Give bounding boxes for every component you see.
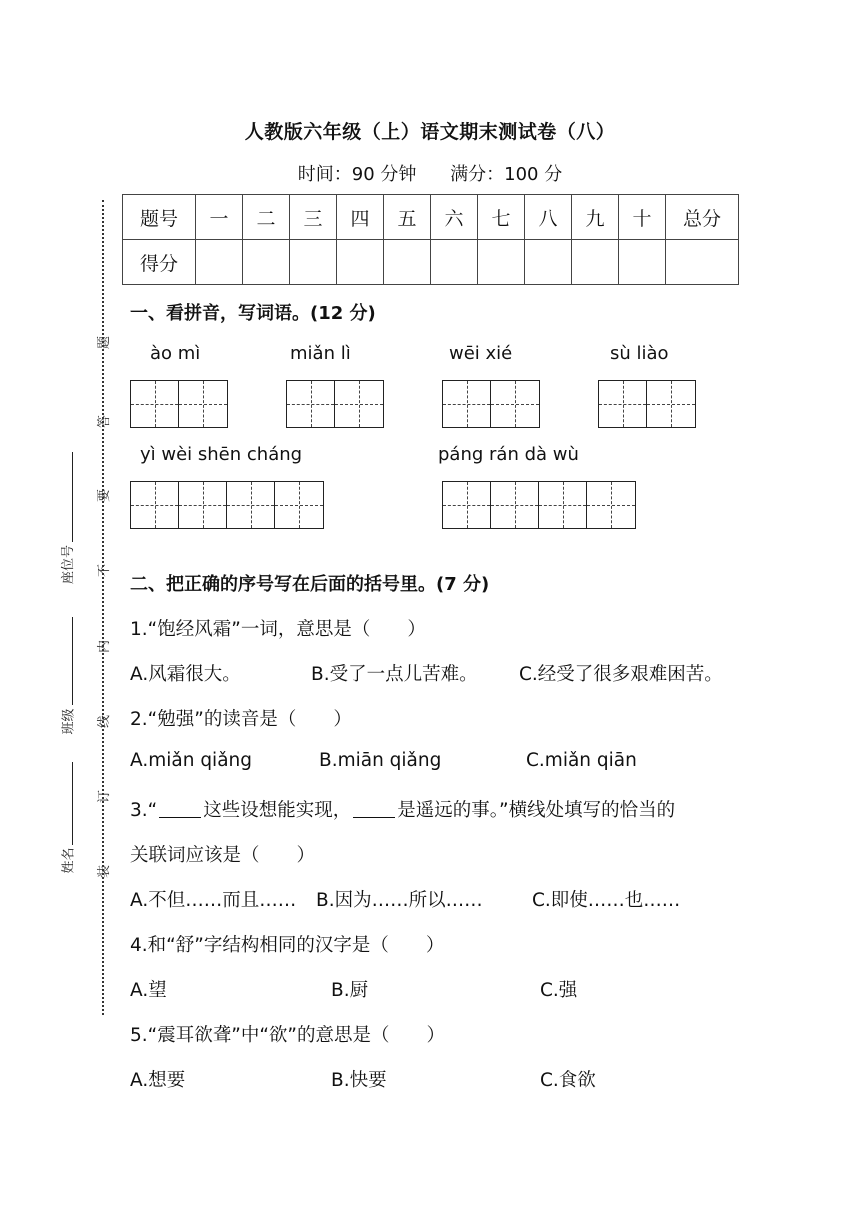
name-label: 姓名: [61, 847, 77, 874]
pinyin-prompt: miǎn lì: [290, 343, 351, 364]
pinyin-prompt: sù liào: [610, 343, 669, 364]
score-cell[interactable]: [619, 240, 666, 285]
option-c: C.即使……也……: [532, 890, 681, 911]
score-header-cell: 二: [243, 195, 290, 240]
seal-char: 不: [97, 563, 113, 578]
seal-char: 内: [97, 639, 113, 654]
seat-number-label: 座位号: [61, 544, 77, 585]
option-b: B.快要: [331, 1070, 387, 1091]
option-c: C.经受了很多艰难困苦。: [519, 664, 723, 685]
score-cell[interactable]: [290, 240, 337, 285]
seat-number-blank[interactable]: [72, 452, 73, 542]
score-header-cell: 题号: [123, 195, 196, 240]
class-label: 班级: [61, 708, 77, 735]
score-header-cell: 四: [337, 195, 384, 240]
option-c: C.miǎn qiān: [526, 750, 637, 771]
seal-char: 订: [97, 789, 113, 804]
question-1: 1.“饱经风霜”一词，意思是（ ）: [130, 619, 426, 640]
question-3-part: 这些设想能实现，: [203, 800, 352, 821]
writing-grid[interactable]: [598, 380, 696, 428]
option-c: C.强: [540, 980, 578, 1001]
question-5: 5.“震耳欲聋”中“欲”的意思是（ ）: [130, 1025, 445, 1046]
pinyin-prompt: ào mì: [150, 343, 201, 364]
option-b: B.因为……所以……: [316, 890, 483, 911]
score-cell[interactable]: [196, 240, 243, 285]
score-cell[interactable]: [572, 240, 619, 285]
option-a: A.miǎn qiǎng: [130, 750, 253, 771]
name-blank[interactable]: [72, 762, 73, 845]
pinyin-prompt: yì wèi shēn cháng: [140, 444, 303, 465]
score-header-cell: 总分: [666, 195, 739, 240]
question-3-line2: 关联词应该是（ ）: [130, 845, 316, 866]
score-header-cell: 七: [478, 195, 525, 240]
writing-grid[interactable]: [130, 481, 324, 529]
pinyin-prompt: wēi xié: [449, 343, 513, 364]
score-cell[interactable]: [478, 240, 525, 285]
score-cell[interactable]: [666, 240, 739, 285]
option-c: C.食欲: [540, 1070, 596, 1091]
pinyin-prompt: páng rán dà wù: [438, 444, 579, 465]
seal-char: 要: [97, 488, 113, 503]
score-table: [122, 194, 739, 285]
option-b: B.受了一点儿苦难。: [311, 664, 478, 685]
score-cell[interactable]: [243, 240, 290, 285]
writing-grid[interactable]: [130, 380, 228, 428]
class-blank[interactable]: [72, 617, 73, 705]
seal-char: 装: [97, 864, 113, 879]
option-a: A.想要: [130, 1070, 186, 1091]
writing-grid[interactable]: [286, 380, 384, 428]
score-header-cell: 十: [619, 195, 666, 240]
question-3-part: 3.“: [130, 800, 158, 821]
fill-blank[interactable]: [353, 816, 395, 818]
option-a: A.风霜很大。: [130, 664, 241, 685]
score-table-header-row: [123, 195, 739, 240]
question-2: 2.“勉强”的读音是（ ）: [130, 709, 352, 730]
score-header-cell: 一: [196, 195, 243, 240]
score-header-cell: 五: [384, 195, 431, 240]
score-row-label: 得分: [123, 240, 196, 285]
page-title: 人教版六年级（上）语文期末测试卷（八）: [244, 121, 616, 143]
option-b: B.miān qiǎng: [319, 750, 442, 771]
question-3: [130, 796, 675, 822]
option-a: A.望: [130, 980, 167, 1001]
score-header-cell: 三: [290, 195, 337, 240]
question-4: 4.和“舒”字结构相同的汉字是（ ）: [130, 935, 445, 956]
seal-char: 题: [97, 335, 113, 350]
exam-info: [0, 160, 860, 186]
section2-heading: 二、把正确的序号写在后面的括号里。(7 分): [130, 574, 490, 595]
fill-blank[interactable]: [159, 816, 201, 818]
score-cell[interactable]: [431, 240, 478, 285]
score-cell[interactable]: [384, 240, 431, 285]
option-b: B.厨: [331, 980, 369, 1001]
seal-char: 线: [97, 714, 113, 729]
score-cell[interactable]: [525, 240, 572, 285]
seal-char: 答: [97, 414, 113, 429]
question-3-part: 是遥远的事。”横线处填写的恰当的: [397, 800, 676, 821]
score-header-cell: 六: [431, 195, 478, 240]
exam-time: 时间：90 分钟: [297, 164, 417, 185]
binding-dotted-line: [102, 200, 104, 1015]
score-cell[interactable]: [337, 240, 384, 285]
option-a: A.不但……而且……: [130, 890, 297, 911]
exam-full-score: 满分：100 分: [450, 164, 563, 185]
score-header-cell: 八: [525, 195, 572, 240]
writing-grid[interactable]: [442, 481, 636, 529]
score-table-score-row: [123, 240, 739, 285]
section1-heading: 一、看拼音，写词语。(12 分): [130, 303, 376, 324]
writing-grid[interactable]: [442, 380, 540, 428]
score-header-cell: 九: [572, 195, 619, 240]
